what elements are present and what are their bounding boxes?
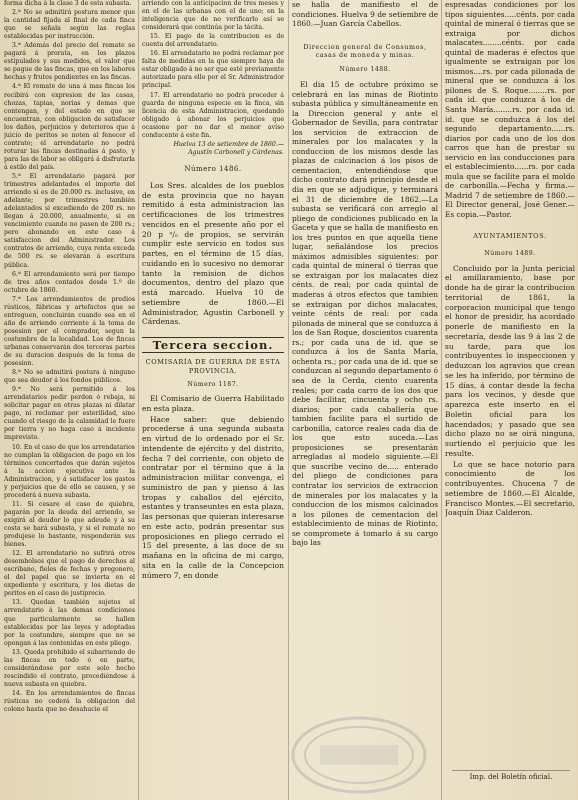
column-4: [445, 0, 575, 800]
paragraph: 3.ª Además del precio del remate se pagará á prorata, en los plazos estipulados y sus medidos, el valor que se pague de las fincas, que en los labores hechas y frutos pendientes en las fincas.: [4, 42, 135, 82]
notice-number: Número 1489.: [484, 250, 536, 258]
paragraph: 17. El arrendatario no podrá proceder á guarda de ninguna especie en la finca, sin licencia de esta Administracion, quedando obligado á abonar los perjuicios que ocasione por no dar el menor aviso conducente á este fin.: [142, 91, 284, 139]
paragraph: Hace saber: que debiendo procederse á una segunda subasta en virtud de lo ordenado por el Sr. intendente de ejército y del distrito, fecha 7 del corriente, con objeto de contratar por el término que á la administracion militar convenga, el suministro de pan y pienso á las tropas y caballos del ejército, estantes y transeuntes en esta plaza, las personas que quieran interesarse en este acto, podrán presentar sus proposiciones en pliego cerrado el 15 del presente, á las doce de su mañana en la oficina de mi cargo, sita en la calle de la Concepcion número 7, en donde: [142, 414, 284, 580]
section-subtitle-line: COMISARÍA DE GUERRA DE ESTA: [145, 358, 281, 367]
column-rule: [138, 0, 139, 800]
paragraph: El Comisario de Guerra Habilitado en esta plaza.: [142, 394, 284, 413]
paragraph: 8.ª No se admitirá postura á ninguno que sea deudor á los fondos públicos.: [4, 369, 135, 385]
paragraph: 2.ª No se admitirá postura menor que la cantidad fijada al final de cada finca que se señala según las reglas establecidas por instrucción.: [4, 9, 135, 41]
imprint: Imp. del Boletín oficial.: [469, 773, 553, 781]
notice-number: Número 1488.: [339, 66, 391, 74]
paragraph: 13. Queda prohibido el subarriendo de las fincas en todo ó en parte, considerándose por este solo hecho rescindido el contrato, procediéndose á nueva subasta en quiebra.: [4, 648, 135, 688]
notice-body: [445, 264, 575, 519]
column-rule: [441, 0, 442, 800]
paragraph: se halla de manifiesto el de condiciones. Huelva 9 de setiembre de 1860.—Juan García Cabellos.: [292, 0, 438, 29]
paragraph: Lo que se hace notorio para conocimiento de los contribuyentes. Chucena 7 de setiembre de 1860.—El Alcalde, Francisco Montes.—El secretario, Joaquín Diaz Calderon.: [445, 459, 575, 518]
paragraph: 4.ª El remate de una á mas fincas los recibirá con expresion de las casas, chozas, tapias, norias y demas que contengan, y del estado en que se encuentran, con obligacion de satisfacer los daños, perjuicios y deterioros que á juicio de peritos se noten al fenecer el contrato; el arrendatario no podrá roturar las fincas destinadas á pasto, y para las de labor se obligará á disfrutarla á estilo del país.: [4, 83, 135, 171]
section-title: Tercera seccion.: [142, 337, 284, 353]
paragraph: 15. El pago de la contribucion es de cuenta del arrendatario.: [142, 33, 284, 49]
paragraph: forma dicha á la clase 3 de esta subasta.: [4, 0, 132, 7]
section-subtitle: [142, 358, 284, 375]
paragraph: 5.ª El arrendatario pagará por trimestres adelantados el importe del arriendo si es de 20.000 rs. inclusive, en adelante; por trimestres también adelantados si excediendo de 200 rs. no llegan á 20.000, anualmente, si en vencimiento cuando no pasen de 200 rs.; pero abonando en este caso á satisfaccion del Administrador. Los contratos de arriendo, cuya renta exceda de 500 rs. se elevarán á escritura pública.: [4, 172, 135, 269]
signature: Huelva 13 de setiembre de 1860.—Agustín Carbonell y Cárdenas.: [173, 140, 284, 156]
imprint-rule: [452, 770, 570, 771]
paragraph: 11. Si cesare el caso de quiebra, pagarán por la deuda del arriendo, se exigirá al deudor lo que adeude y á su costa se hará subasta, y si el remate no produjese lo bastante, responderán sus bienes.: [4, 500, 135, 549]
paragraph: 13. Quedan también sujetos el arrendatario á las demas condiciones que particularmente se hallen establecidas por las leyes y adoptadas por la costumbre, siempre que no se opongan á las contenidas en este pliego.: [4, 599, 135, 647]
paragraph: Los Sres. alcaldes de los pueblos de esta provincia que no hayan remitido á esta administracion las certificaciones de los trimestres vencidos en el presente año por el 20 p ᵒ/ₒ de propios, se servirán cumplir este servicio en todos sus partes, en el término de 15 días, cuidando en lo sucesivo no demorar tanto la remision de dichos documentos, dentro del plazo que está marcado. Huelva 10 de setiembre de 1860.—El Administrador, Agustin Carbonell y Cárdenas.: [142, 180, 284, 327]
paragraph: arriendo con la anticipacion de tres meses y en el de las urbanas con el de uno; en la inteligencia que de no verificarlo así se considerará que continúa por la tácita.: [142, 0, 284, 32]
notice-number: Número 1486.: [184, 164, 242, 173]
paragraph: 7.ª Los arrendamientos de predios rústicos, fábricas y artefactos que se entreguen, concluirán cuando sea en el año de arriendo corriente á la toma de posesion por el comprador, segun la costumbre de la localidad. Los de fincas urbanas conservarán dos terceras partes de su duracion después de la toma de posesion.: [4, 295, 135, 368]
paragraph: El dia 15 de octubre próximo se celebrará en las minas de Riotinto subasta pública y simultáneamente en la Direccion general y ante el Gobernador de Sevilla, para contratar los servicios de extraccion de minerales por los malacates y la conduccion de los mismos desde las plazas de calcinacion á los pisos de cementacion, entendiéndose que dicho contrato dará principio desde el dia en que se adjudique, y terminará el 31 de diciembre de 1862.—La subasta se verificará con arreglo al pliego de condiciones publicado en la Gaceta y que se halla de manifiesto en los tres puntos en que aquella tiene lugar, señalándose los precios máximos admisibles siguientes: por cada quintal de mineral ó tierras que se extraigan por los malacates diez cénts. de real; por cada quintal de maderas á otros efectos que tambien se extraigan por dichos malacates, veinte cénts de real: por cada pilonada de mineral que se conduzca á los de San Roque, doscientos cuarenta rs.; por cada una de id. que se conduzca á los de Santa María, ochenta rs.; por cada una de id. que se conduzcan al segundo departamento ó sea de la Cerda, ciento cuarenta reales; por cada carro de los dos que debe facilitar, cincuenta y ocho rs. diarios; por cada caballería que tambien facilite para el surtido de carbonilla, catorce reales cada dia de los que esto suceda.—Las proposiciones se presentarán arregladas al modelo siguiente.—El que suscribe vecino de..... enterado del pliego de condiciones para contratar los servicios de extraccion de minerales por los malacates y la conduccion de los mismos calcinados a los pilones de cementacion del establecimiento de minas de Riotinto, se compromete á tomarlo á su cargo bajo las: [292, 80, 438, 548]
paragraph: 12. El arrendatario no sufrirá otros desembolsos que el pago de derechos al escribano, fieles de fechas y pregonero, el del papel que se invierta en el expediente y escritura, y los dietas de peritos en el caso de justiprecio.: [4, 550, 135, 598]
notice-heading: Direccion general de Consumos, casas de moneda y minas.: [303, 42, 427, 60]
paragraph: 9.ª No será permitido á los arrendatarios pedir perdon ó rebaja, ni solicitar pagar en otras plazas ni dilatar pago, ni reclamar por esterilidad, sino cuando el riesgo de la calamidad le fuere por tierra y no haga caso á incidente imprevisto.: [4, 386, 135, 442]
column-1: [4, 0, 135, 800]
section-subtitle-line: PROVINCIA.: [188, 366, 238, 375]
paragraph: espresadas condiciones por los tipos siguientes.....cénts. por cada quintal de mineral ó tierras que se extraiga por dichos malacates........cénts. por cada quintal de maderas é efectos que igualmente se extraigan por los mismos....rs. por cada pilonada de mineral que se conduzca á los pilones de S. Roque........rs. por cada id. que conduzca á los de Santa María........rs. por cada id. id. que se conduzca á los del segundo departamento......rs. diarios por cada uno de los dos carros que han de prestar su servicio en las conducciones para el establecimiento......rs. por cada mula que se facilite para el moldo de carbonilla.—Fecha y firma.—Madrid 7 de setiembre de 1860.—El Director general, José Gener.—Es copia.—Pastor.: [445, 0, 575, 220]
column-2: [142, 0, 284, 800]
notice-body: [142, 394, 284, 580]
paragraph: 6.ª El arrendamiento será por tiempo de tres años contados desde 1.º de octubre de 1860.: [4, 270, 135, 294]
paragraph: 14. En los arrendamientos de fincas rústicas no cederá la obligacion del colono hasta que no desahucie el: [4, 689, 135, 714]
paragraph: Concluido por la Junta pericial el amillaramiento, base por donde ha de girar la contribucion territorial de 1861, la corporacion municipal que tengo el honor de presidir, ha acordado ponerle de manifiesto en la secretaría, desde las 9 á las 2 de su tarde, para que los contribuyentes lo inspeccionen y deduzcan los agravios que crean se les ha inferido, por término de 15 días, á contar desde la fecha para los vecinos, y desde que aparezca este inserto en el Boletin oficial para los hacendados; y pasado que sea dicho plazo no se oirá ninguna, surtiendo el perjuicio que les resulte.: [445, 263, 575, 458]
notice-heading: AYUNTAMIENTOS.: [473, 231, 547, 240]
notice-number: Número 1187.: [187, 381, 239, 389]
column-3: [292, 0, 438, 800]
paragraph: 10. En el caso de que los arrendatarios no cumplan la obligacion de pago en los términos concertados que darán sujetos á la accion ejecutiva ante la Administracion, y á satisfacer los gastos y perjuicios que de ello se causen, y se procederá á nueva subasta.: [4, 443, 135, 499]
notice-body: [142, 181, 284, 327]
paragraph: 16. El arrendatario no podrá reclamar por falta de medidas en la que siempre haya de estar obligado á no ser que esté previamente autorizado para ello por el Sr. Administrador principal.: [142, 50, 284, 90]
column-rule: [288, 0, 289, 800]
